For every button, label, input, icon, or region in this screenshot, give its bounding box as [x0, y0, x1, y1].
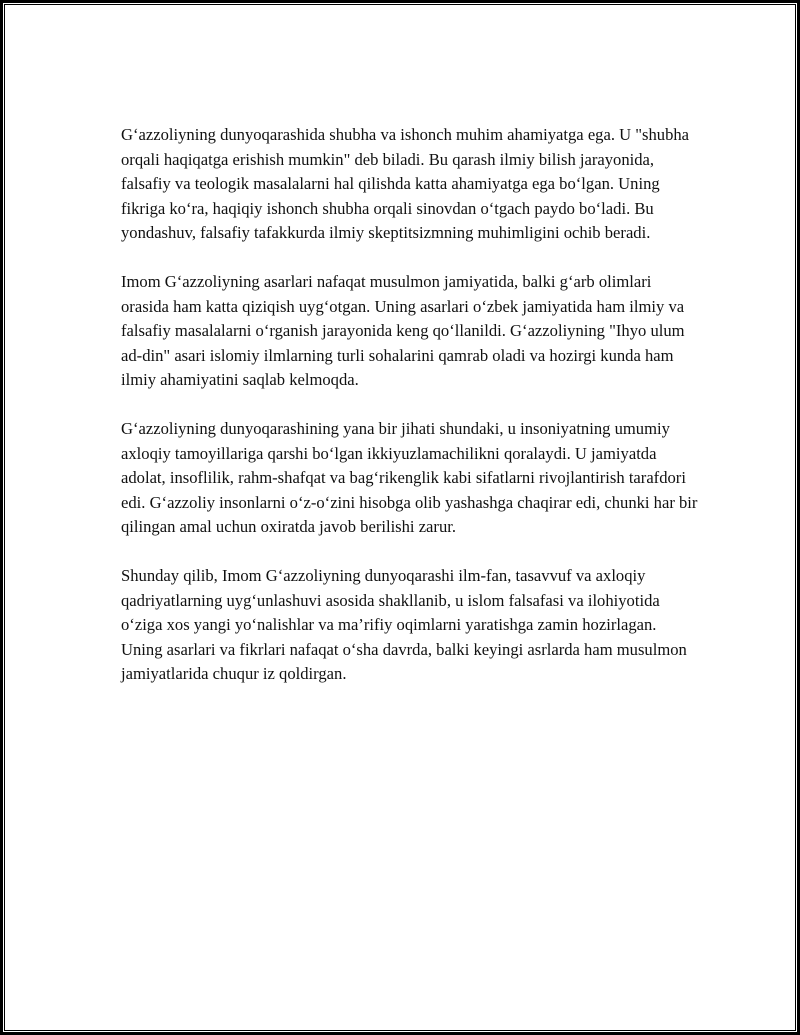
paragraph-2: Imom G‘azzoliyning asarlari nafaqat musulmon jamiyatida, balki g‘arb olimlari orasida ham katta qiziqish uyg‘otgan. Uning asarlari o‘zbek jamiyatida ham ilmiy va falsafiy masalalarni o‘rganish jarayonida keng qo‘llanildi. G‘azzoliyning "Ihyo ulum ad-din" asari islomiy ilmlarning turli sohalarini qamrab oladi va hozirgi kunda ham ilmiy ahamiyatini saqlab kelmoqda.: [121, 272, 685, 389]
paragraph-3: G‘azzoliyning dunyoqarashining yana bir jihati shundaki, u insoniyatning umumiy axloqiy tamoyillariga qarshi bo‘lgan ikkiyuzlamachilikni qoralaydi. U jamiyatda adolat, insoflilik, rahm-shafqat va bag‘rikenglik kabi sifatlarni rivojlantirish tarafdori edi. G‘azzoliy insonlarni o‘z-o‘zini hisobga olib yashashga chaqirar edi, chunki har bir qilingan amal uchun oxiratda javob berilishi zarur.: [121, 419, 698, 536]
document-body: [121, 123, 701, 711]
paragraph-4: Shunday qilib, Imom G‘azzoliyning dunyoqarashi ilm-fan, tasavvuf va axloqiy qadriyatlarning uyg‘unlashuvi asosida shakllanib, u islom falsafasi va ilohiyotida o‘ziga xos yangi yo‘nalishlar va ma’rifiy oqimlarni yaratishga zamin hozirlagan. Uning asarlari va fikrlari nafaqat o‘sha davrda, balki keyingi asrlarda ham musulmon jamiyatlarida chuqur iz qoldirgan.: [121, 566, 687, 683]
paragraph-1: G‘azzoliyning dunyoqarashida shubha va ishonch muhim ahamiyatga ega. U "shubha orqali haqiqatga erishish mumkin" deb biladi. Bu qarash ilmiy bilish jarayonida, falsafiy va teologik masalalarni hal qilishda katta ahamiyatga ega bo‘lgan. Uning fikriga ko‘ra, haqiqiy ishonch shubha orqali sinovdan o‘tgach paydo bo‘ladi. Bu yondashuv, falsafiy tafakkurda ilmiy skeptitsizmning muhimligini ochib beradi.: [121, 125, 690, 242]
